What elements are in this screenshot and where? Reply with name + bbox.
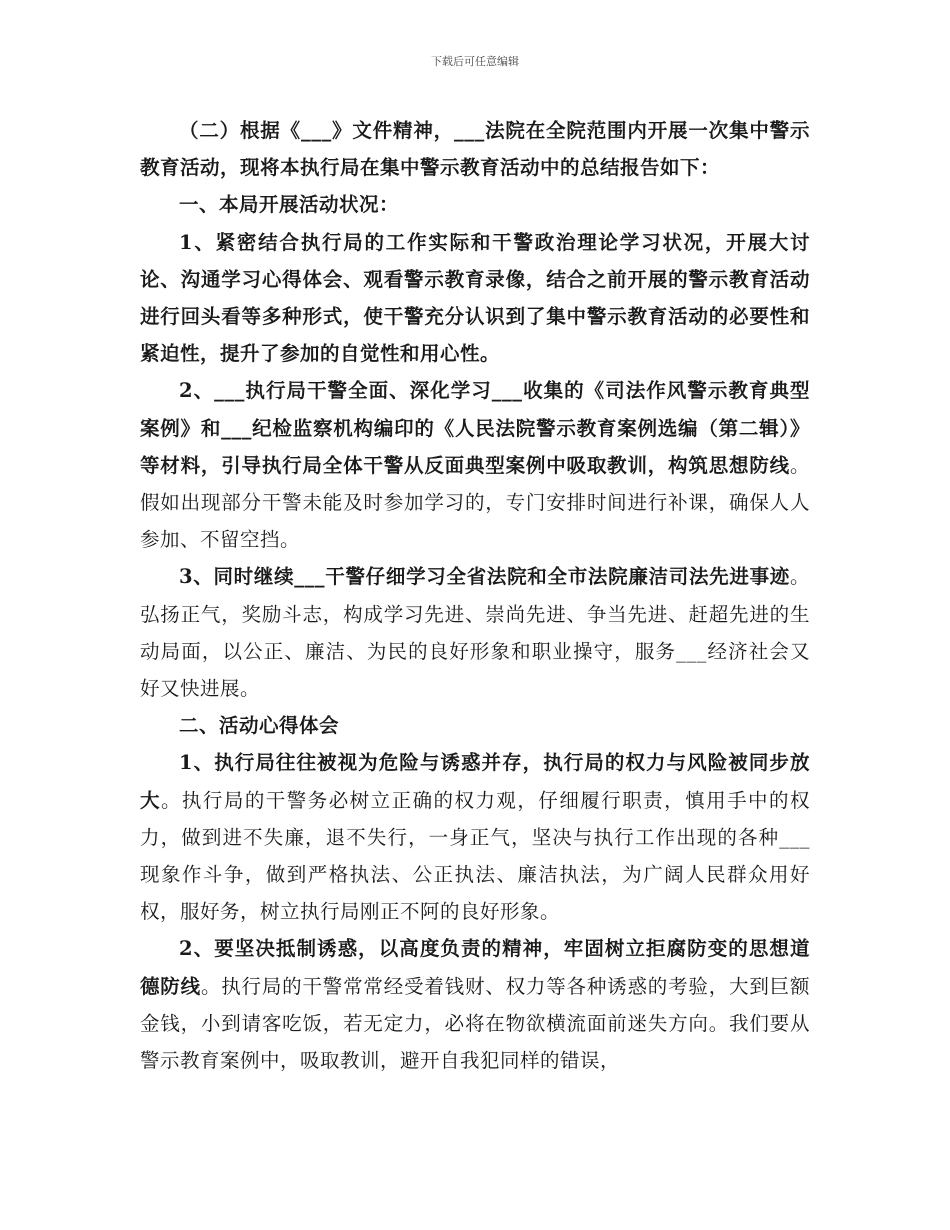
item-2-normal-text: 。假如出现部分干警未能及时参加学习的，专门安排时间进行补课，确保人人参加、不留空挡。 — [140, 453, 810, 552]
item-2-bold-text: 2、___执行局干警全面、深化学习___收集的《司法作风警示教育典型案例》和___纪检监察机构编印的《人民法院警示教育案例选编（第二辑）》等材料，引导执行局全体干警从反面典型案例中吸取教训，构筑思想防线 — [140, 379, 810, 477]
experience-1-normal-text: 。执行局的干警务必树立正确的权力观，仔细履行职责，慎用手中的权力，做到进不失廉，退不失行，一身正气，坚决与执行工作出现的各种___现象作斗争，做到严格执法、公正执法、廉洁执法，为广阔人民群众用好权，服好务，树立执行局刚正不阿的良好形象。 — [140, 788, 810, 924]
document-body — [140, 112, 810, 1079]
intro-paragraph: （二）根据《___》文件精神，___法院在全院范围内开展一次集中警示教育活动，现将本执行局在集中警示教育活动中的总结报告如下： — [140, 119, 810, 180]
paragraph-item-1: 1、紧密结合执行局的工作实际和干警政治理论学习状况，开展大讨论、沟通学习心得体会、观看警示教育录像，结合之前开展的警示教育活动进行回头看等多种形式，使干警充分认识到了集中警示教育活动的必要性和紧迫性，提升了参加的自觉性和用心性。 — [140, 230, 810, 366]
section-heading-1: 一、本局开展活动状况： — [179, 193, 400, 217]
paragraph-experience-1 — [140, 744, 810, 930]
section-heading-2: 二、活动心得体会 — [179, 714, 340, 738]
item-3-normal-text: 。弘扬正气，奖励斗志，构成学习先进、崇尚先进、争当先进、赶超先进的生动局面，以公正、廉洁、为民的良好形象和职业操守，服务___经济社会又好又快进展。 — [140, 565, 810, 701]
experience-2-bold-text: 2、要坚决抵制诱惑，以高度负责的精神，牢固树立拒腐防变的思想道德防线 — [140, 937, 810, 998]
paragraph-experience-2 — [140, 930, 810, 1079]
paragraph-item-3 — [140, 558, 810, 707]
experience-2-normal-text: 。执行局的干警常常经受着钱财、权力等各种诱惑的考验，大到巨额金钱，小到请客吃饭，若无定力，必将在物欲横流面前迷失方向。我们要从警示教育案例中，吸取教训，避开自我犯同样的错误， — [140, 974, 810, 1073]
header-note: 下载后可任意编辑 — [431, 55, 519, 68]
experience-1-bold-text: 1、执行局往往被视为危险与诱惑并存，执行局的权力与风险被同步放大 — [140, 751, 810, 812]
paragraph-item-2 — [140, 372, 810, 558]
item-3-bold-text: 3、同时继续___干警仔细学习全省法院和全市法院廉洁司法先进事迹 — [179, 565, 790, 589]
